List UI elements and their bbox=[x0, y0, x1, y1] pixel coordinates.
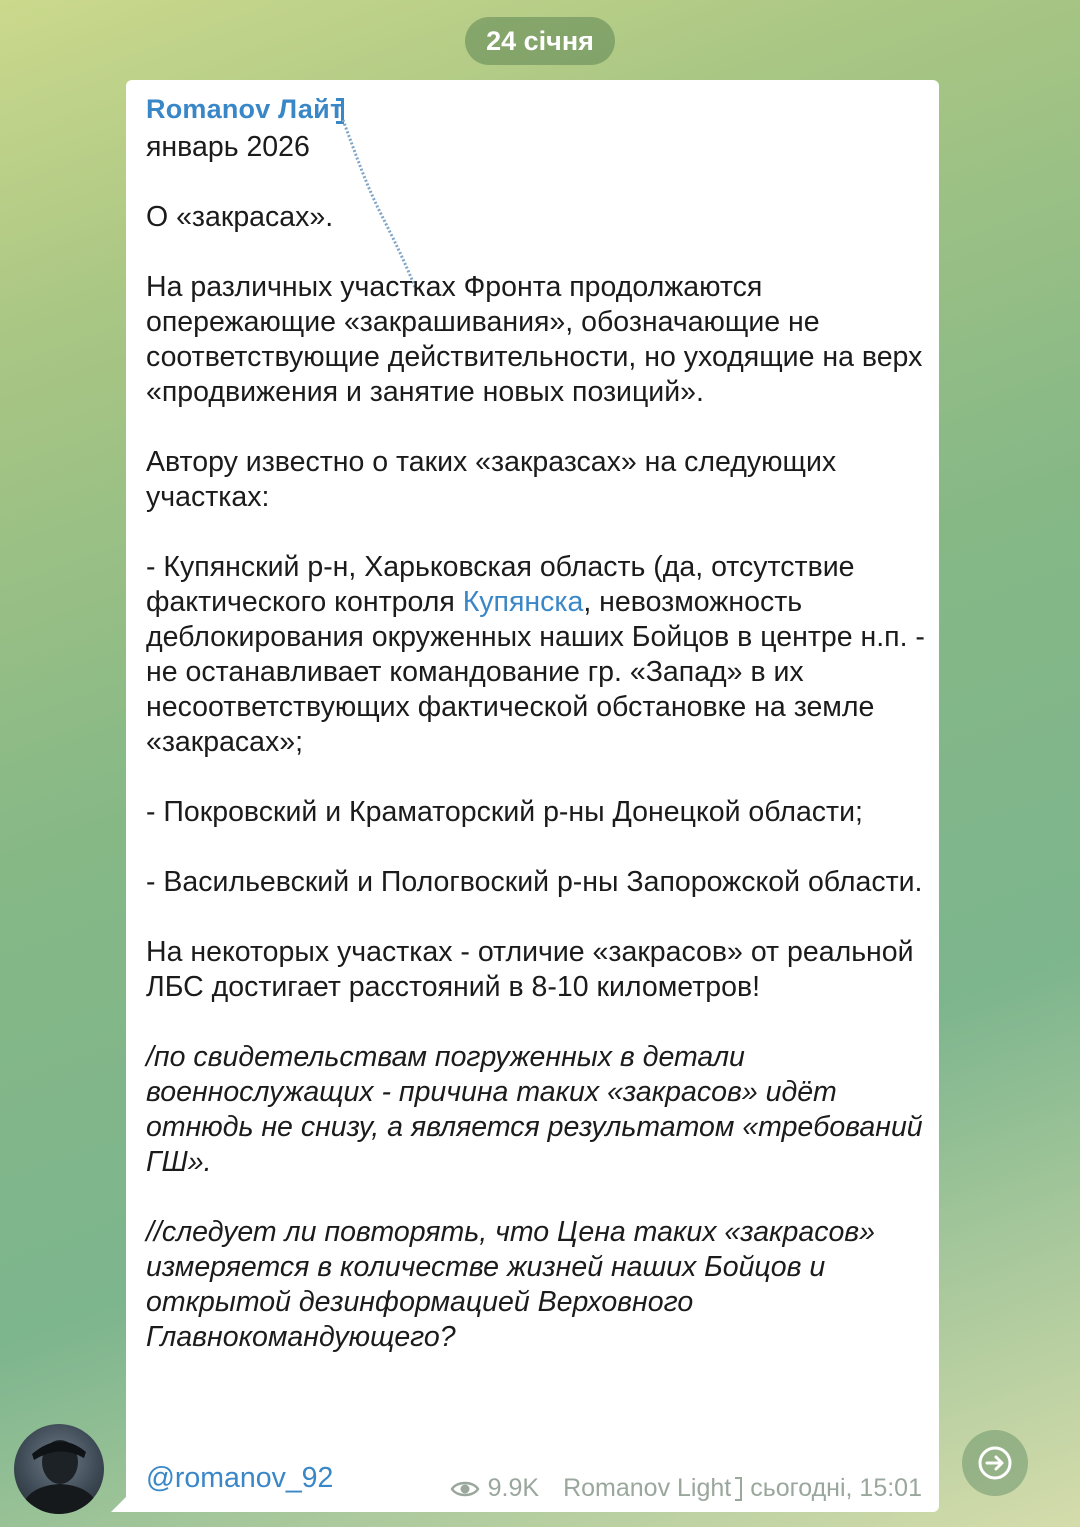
spacer-line bbox=[146, 165, 926, 200]
views-count: 9.9K bbox=[487, 1474, 540, 1502]
mention-link[interactable]: @romanov_92 bbox=[146, 1462, 334, 1494]
message-date-line: январь 2026 bbox=[146, 131, 310, 163]
italic-note: /по свидетельствам погруженных в детали военнослужащих - причина таких «закрасов» идёт отнюдь не снизу, а является результатом «требований ГШ». bbox=[146, 1041, 923, 1178]
bullet-text: , невозможность деблокирования окруженных наших Бойцов в центре н.п. - не останавливает командование гр. «Запад» в их несоответствующих фактической обстановке на земле «закрасах»; bbox=[146, 586, 925, 758]
bracket-icon bbox=[735, 1477, 742, 1501]
italic-note: //следует ли повторять, что Цена таких «закрасов» измеряется в количестве жизней наших Бойцов и открытой дезинформацией Верховного Главнокомандующего? bbox=[146, 1216, 876, 1353]
kupyansk-link[interactable]: Купянска bbox=[462, 586, 584, 618]
eye-icon bbox=[450, 1478, 480, 1500]
person-silhouette-icon bbox=[14, 1424, 104, 1514]
bracket-icon bbox=[336, 98, 344, 124]
date-separator bbox=[465, 17, 615, 65]
message-paragraph: На различных участках Фронта продолжаются опережающие «закрашивания», обозначающие не соответствующие действительности, но уходящие на верх «продвижения и занятие новых позиций». bbox=[146, 271, 923, 408]
bullet-kupyansk bbox=[146, 550, 926, 760]
message-paragraph: Автору известно о таких «закразсах» на следующих участках: bbox=[146, 446, 837, 513]
message-paragraph: О «закрасах». bbox=[146, 201, 334, 233]
post-author: Romanov Light bbox=[563, 1474, 732, 1502]
message-meta bbox=[450, 1474, 922, 1503]
message-paragraph: На некоторых участках - отличие «закрасов» от реальной ЛБС достигает расстояний в 8-10 километров! bbox=[146, 936, 914, 1003]
date-label: 24 січня bbox=[486, 25, 594, 56]
channel-name[interactable]: Romanov Лайт bbox=[146, 94, 344, 124]
post-time: сьогодні, 15:01 bbox=[750, 1474, 922, 1502]
bullet-text: - Купянский р-н, Харьковская область (да, отсутствие фактического контроля bbox=[146, 551, 855, 618]
share-button[interactable] bbox=[962, 1430, 1028, 1496]
bullet-vasilyevka: - Васильевский и Пологвоский р-ны Запорожской области. bbox=[146, 866, 923, 898]
message-bubble-tail bbox=[111, 1492, 131, 1512]
channel-avatar[interactable] bbox=[14, 1424, 104, 1514]
share-arrow-icon bbox=[975, 1443, 1015, 1483]
message-text bbox=[146, 130, 926, 1390]
bullet-pokrovsk: - Покровский и Краматорский р-ны Донецкой области; bbox=[146, 796, 863, 828]
